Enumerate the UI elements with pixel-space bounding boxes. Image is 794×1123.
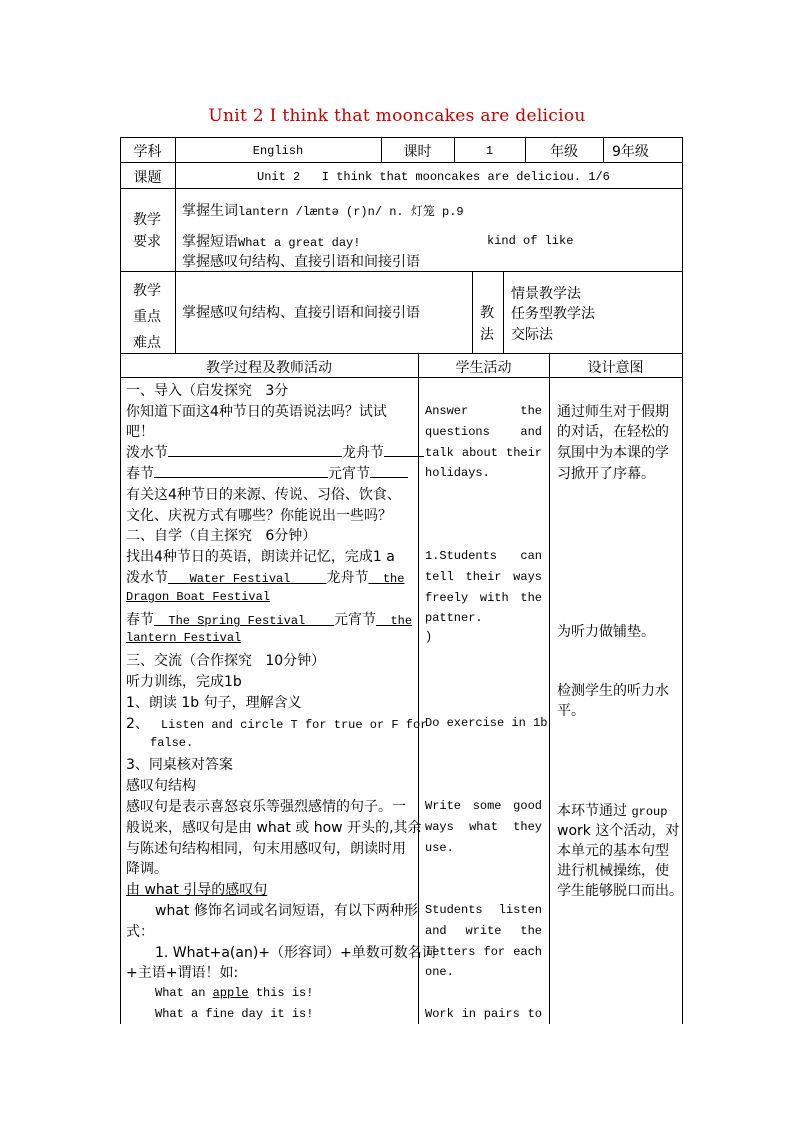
answer-lantern-line: lantern Festival bbox=[126, 631, 242, 645]
s3-item-3: 3、同桌核对答案 bbox=[126, 757, 233, 773]
student-activity-5: Students listen and write the letters for each one. bbox=[425, 903, 542, 980]
student-activity-3: Do exercise in 1b bbox=[425, 716, 548, 730]
keypoints-label-3: 难点 bbox=[133, 335, 161, 351]
goals-label-2: 要求 bbox=[133, 234, 161, 250]
s1-title: 一、导入（启发探究 3分 bbox=[126, 383, 289, 399]
s1-question-3: 有关这4种节日的来源、传说、习俗、饮食、 bbox=[126, 487, 401, 503]
method-1: 情景教学法 bbox=[511, 286, 581, 302]
s1-question-4: 文化、庆祝方式有哪些？你能说出一些吗？ bbox=[126, 508, 392, 524]
col-student-header: 学生活动 bbox=[455, 360, 512, 376]
s3-listen: 听力训练，完成1b bbox=[126, 674, 242, 690]
subject-value: English bbox=[252, 144, 304, 158]
example-1: What an apple this is! bbox=[155, 986, 314, 1000]
goal-vocab: 掌握生词lantern /læntə (r)n/ n. 灯笼 p.9 bbox=[182, 203, 464, 219]
s3-para-4: 降调。 bbox=[126, 861, 168, 877]
col-process-header: 教学过程及教师活动 bbox=[206, 360, 332, 376]
subject-label: 学科 bbox=[133, 144, 162, 160]
design-4-line-4: 进行机械操练，使 bbox=[557, 863, 669, 879]
s1-question-2: 吧！ bbox=[126, 424, 154, 440]
s3-item-1: 1、朗读 1b 句子，理解含义 bbox=[126, 695, 302, 711]
topic-label: 课题 bbox=[133, 170, 162, 186]
method-2: 任务型教学法 bbox=[511, 306, 595, 322]
s3-what-desc-1: what 修饰名词或名词短语，有以下两种形 bbox=[155, 903, 418, 919]
answer-dragon-line: Dragon Boat Festival bbox=[126, 590, 271, 604]
design-4-line-1: 本环节通过 group bbox=[557, 803, 668, 819]
student-activity-6: Work in pairs to bbox=[425, 1007, 542, 1021]
design-4-line-5: 学生能够脱口而出。 bbox=[557, 883, 683, 899]
s3-struct: 感叹句结构 bbox=[126, 778, 196, 794]
student-activity-2: 1.Students can tell their ways freely with the pattner. ) bbox=[425, 549, 542, 645]
s3-form-1b: +主语+谓语！如: bbox=[126, 965, 239, 981]
topic-value: Unit 2 I think that mooncakes are deliciou. 1/6 bbox=[257, 170, 610, 184]
grade-value: 9年级 bbox=[612, 144, 649, 160]
student-activity-1: Answer the questions and talk about their holidays. bbox=[425, 404, 542, 481]
period-label: 课时 bbox=[403, 144, 432, 160]
s2-task: 找出4种节日的英语，朗读并记忆，完成1 a bbox=[126, 549, 395, 565]
s3-what-desc-2: 式： bbox=[126, 924, 154, 940]
design-1-line-2: 的对话，在轻松的 bbox=[557, 424, 669, 440]
grade-label: 年级 bbox=[550, 144, 578, 160]
s3-para-3: 与陈述句结构相同，句末用感叹句，朗读时用 bbox=[126, 841, 406, 857]
design-1-line-3: 氛围中为本课的学 bbox=[557, 445, 669, 461]
goal-phrases: 掌握短语What a great day! bbox=[182, 234, 361, 250]
design-1-line-4: 习掀开了序幕。 bbox=[557, 466, 655, 482]
design-1-line-1: 通过师生对于假期 bbox=[557, 404, 669, 420]
design-3-line-2: 平。 bbox=[557, 703, 585, 719]
period-value: 1 bbox=[485, 144, 494, 158]
s3-what: 由 what 引导的感叹句 bbox=[126, 882, 268, 898]
keypoints-content: 掌握感叹句结构、直接引语和间接引语 bbox=[182, 305, 420, 321]
design-4-line-2: work 这个活动，对 bbox=[557, 823, 680, 839]
design-2: 为听力做铺垫。 bbox=[557, 624, 655, 640]
example-2: What a fine day it is! bbox=[155, 1007, 314, 1021]
answer-spring-line: 春节 The Spring Festival 元宵节 the bbox=[126, 612, 413, 628]
design-4-line-3: 本单元的基本句型 bbox=[557, 843, 669, 859]
s1-question-1: 你知道下面这4种节日的英语说法吗？试试 bbox=[126, 404, 387, 420]
s3-para-2: 般说来，感叹句是由 what 或 how 开头的,其余 bbox=[126, 820, 422, 836]
answer-water-line: 泼水节 Water Festival 龙舟节 the bbox=[126, 570, 405, 586]
s3-form-1: 1. What+a(an)+（形容词）+单数可数名词 bbox=[155, 945, 436, 961]
keypoints-label-1: 教学 bbox=[133, 283, 161, 299]
goal-structures: 掌握感叹句结构、直接引语和间接引语 bbox=[182, 254, 420, 270]
design-3-line-1: 检测学生的听力水 bbox=[557, 683, 669, 699]
col-design-header: 设计意图 bbox=[587, 360, 644, 376]
s3-item-2b: false. bbox=[150, 736, 194, 750]
fest-water-blank: 泼水节 龙舟节 bbox=[126, 442, 424, 462]
s3-item-2: 2、 Listen and circle T for true or F for bbox=[126, 716, 428, 732]
method-label-1: 教 bbox=[480, 305, 494, 321]
s3-para-1: 感叹句是表示喜怒哀乐等强烈感情的句子。一 bbox=[126, 799, 406, 815]
goal-phrase-extra: kind of like bbox=[487, 234, 574, 248]
student-activity-4: Write some good ways what they use. bbox=[425, 799, 542, 855]
s2-title: 二、自学（自主探究 6分钟） bbox=[126, 528, 317, 544]
keypoints-label-2: 重点 bbox=[133, 309, 161, 325]
fest-spring-blank: 春节 元宵节 bbox=[126, 463, 408, 483]
method-3: 交际法 bbox=[511, 327, 553, 343]
s3-title: 三、交流（合作探究 10分钟） bbox=[126, 653, 326, 669]
goals-label-1: 教学 bbox=[133, 212, 161, 228]
page-title: Unit 2 I think that mooncakes are deliciou bbox=[208, 106, 586, 126]
method-label-2: 法 bbox=[480, 327, 494, 343]
